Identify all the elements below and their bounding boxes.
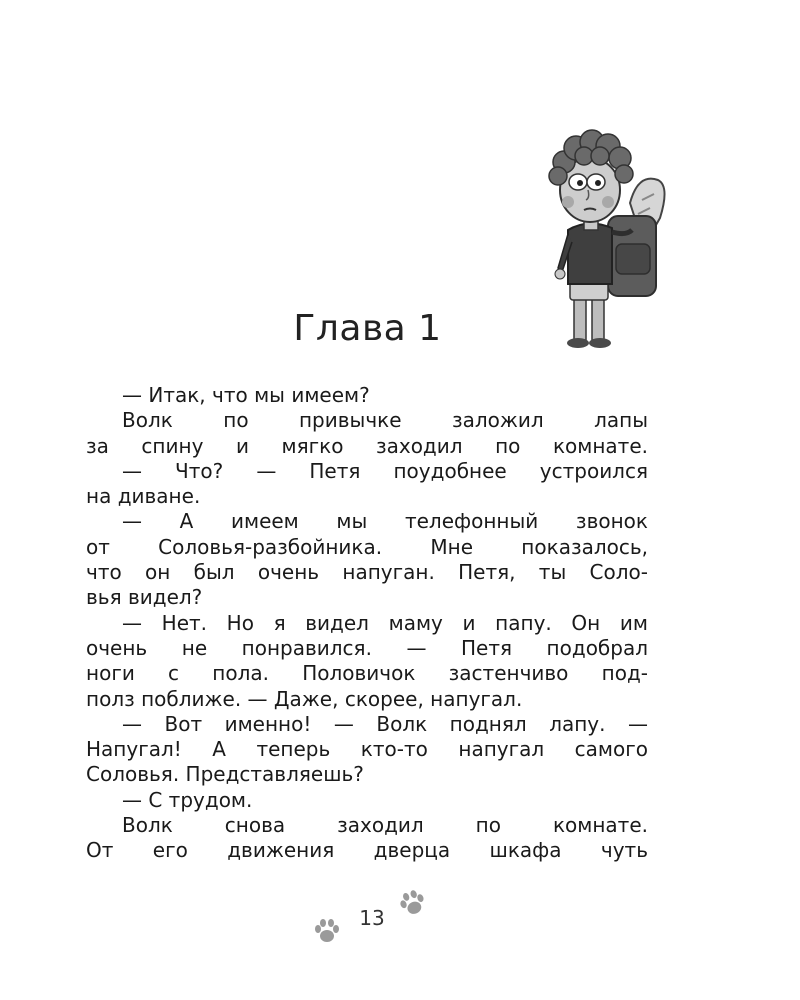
text-line: полз поближе. — Даже, скорее, напугал.: [86, 686, 523, 711]
text-line: вья видел?: [86, 585, 203, 610]
text-line: Соловья. Представляешь?: [86, 762, 364, 787]
text-line: от Соловья-разбойника. Мне показалось,: [86, 534, 648, 559]
chapter-title: Глава 1: [293, 308, 442, 349]
text-line: — С трудом.: [122, 787, 253, 812]
text-line: От его движения дверца шкафа чуть: [86, 838, 648, 863]
paw-print-icon: [312, 918, 342, 946]
text-line: — А имеем мы телефонный звонок: [122, 509, 648, 534]
text-line: Напугал! А теперь кто-то напугал самого: [86, 737, 648, 762]
text-line: — Что? — Петя поудобнее устроился: [122, 458, 648, 483]
text-line: — Вот именно! — Волк поднял лапу. —: [122, 711, 648, 736]
text-line: за спину и мягко заходил по комнате.: [86, 433, 648, 458]
text-line: очень не понравился. — Петя подобрал: [86, 635, 648, 660]
text-line: ноги с пола. Половичок застенчиво под-: [86, 661, 648, 686]
text-line: Волк снова заходил по комнате.: [122, 813, 648, 838]
text-line: что он был очень напуган. Петя, ты Соло-: [86, 560, 648, 585]
text-line: Волк по привычке заложил лапы: [122, 408, 648, 433]
text-line: на диване.: [86, 484, 201, 509]
chapter-body-text: [86, 383, 648, 864]
paw-print-icon: [398, 890, 428, 918]
text-line: — Нет. Но я видел маму и папу. Он им: [122, 610, 648, 635]
page-number: 13: [359, 906, 385, 930]
text-line: — Итак, что мы имеем?: [122, 383, 370, 407]
